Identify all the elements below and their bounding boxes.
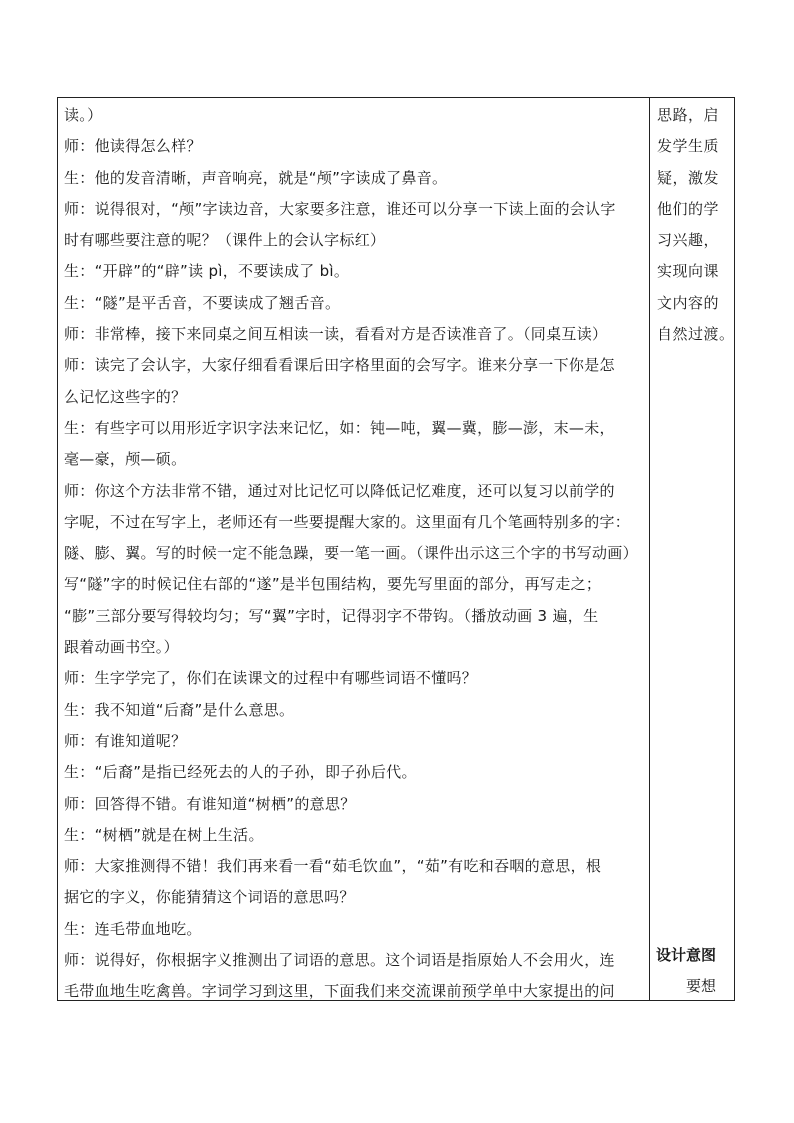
dialogue-line: 师：非常棒，接下来同桌之间互相读一读，看看对方是否读准音了。（同桌互读）	[64, 325, 608, 344]
dialogue-line: 师：你这个方法非常不错，通过对比记忆可以降低记忆难度，还可以复习以前学的	[64, 481, 615, 500]
dialogue-line: “膨”三部分要写得较均匀；写“翼”字时，记得羽字不带钩。（播放动画 3 遍，生	[64, 606, 599, 625]
dialogue-line: 据它的字义，你能猜猜这个词语的意思吗？	[64, 888, 355, 907]
design-note-line: 实现向课	[657, 262, 720, 281]
dialogue-paragraph	[64, 695, 649, 726]
dialogue-line: 师：生字学完了，你们在读课文的过程中有哪些词语不懂吗？	[64, 669, 478, 688]
dialogue-line: 师：他读得怎么样？	[64, 137, 202, 156]
dialogue-line: 写“隧”字的时候记住右部的“遂”是半包围结构，要先写里面的部分，再写走之；	[64, 575, 602, 594]
dialogue-paragraph	[64, 757, 649, 788]
dialogue-line: 隧、膨、翼。写的时候一定不能急躁，要一笔一画。（课件出示这三个字的书写动画）	[64, 544, 638, 563]
design-intent-heading: 设计意图	[656, 946, 717, 964]
dialogue-line: 生：我不知道“后裔”是什么意思。	[64, 700, 295, 719]
dialogue-paragraph	[64, 288, 649, 319]
dialogue-line: 师：说得很对，“颅”字读边音，大家要多注意，谁还可以分享一下读上面的会认字	[64, 199, 616, 218]
dialogue-line: 生：“隧”是平舌音，不要读成了翘舌音。	[64, 293, 341, 312]
dialogue-line: 时有哪些要注意的呢？（课件上的会认字标红）	[64, 231, 386, 250]
dialogue-line: 师：回答得不错。有谁知道“树栖”的意思？	[64, 794, 356, 813]
dialogue-paragraph	[64, 194, 649, 257]
design-notes-text	[657, 100, 733, 350]
design-note-line: 习兴趣，	[657, 231, 720, 250]
dialogue-line: 读。）	[64, 106, 103, 124]
dialogue-paragraph	[64, 726, 649, 757]
dialogue-line: 生：“树栖”就是在树上生活。	[64, 825, 264, 844]
dialogue-paragraph	[64, 131, 649, 162]
design-note-line: 他们的学	[657, 199, 720, 218]
dialogue-line: 生：连毛带血地吃。	[64, 919, 202, 938]
lesson-dialogue-column	[58, 98, 650, 1000]
dialogue-paragraph	[64, 256, 649, 287]
dialogue-line: 跟着动画书空。）	[64, 638, 179, 657]
dialogue-line: 生：有些字可以用形近字识字法来记忆，如：钝—吨，翼—冀，膨—澎，末—未，	[64, 418, 615, 437]
dialogue-line: 毫—豪，颅—硕。	[64, 450, 187, 469]
dialogue-paragraph	[64, 789, 649, 820]
dialogue-line: 师：读完了会认字，大家仔细看看课后田字格里面的会写字。谁来分享一下你是怎	[64, 356, 615, 375]
dialogue-line: 么记忆这些字的？	[64, 387, 187, 406]
dialogue-paragraph	[64, 851, 649, 914]
dialogue-paragraph	[64, 820, 649, 851]
dialogue-paragraph	[64, 413, 649, 476]
dialogue-paragraph	[64, 945, 649, 1008]
dialogue-line: 师：有谁知道呢？	[64, 731, 187, 750]
dialogue-paragraph	[64, 163, 649, 194]
dialogue-line: 生：“开辟”的“辟”读 pì，不要读成了 bì。	[64, 262, 350, 281]
dialogue-line: 师：说得好，你根据字义推测出了词语的意思。这个词语是指原始人不会用火，连	[64, 951, 615, 970]
design-note-line: 自然过渡。	[657, 325, 735, 344]
lesson-table	[57, 97, 735, 1001]
dialogue-line: 生：“后裔”是指已经死去的人的子孙，即子孙后代。	[64, 763, 417, 782]
design-note-line: 发学生质	[657, 137, 720, 156]
design-note-line: 疑，激发	[657, 168, 720, 187]
design-note-line: 思路，启	[657, 106, 720, 124]
dialogue-paragraph	[64, 350, 649, 413]
dialogue-paragraph	[64, 663, 649, 694]
design-notes-column	[650, 98, 734, 1000]
dialogue-paragraph	[64, 914, 649, 945]
design-note-line: 文内容的	[657, 293, 720, 312]
dialogue-line: 师：大家推测得不错！我们再来看一看“茹毛饮血”，“茹”有吃和吞咽的意思，根	[64, 857, 602, 876]
dialogue-paragraph	[64, 100, 649, 131]
design-intent-text: 要想	[686, 977, 717, 995]
dialogue-line: 毛带血地生吃禽兽。字词学习到这里，下面我们来交流课前预学单中大家提出的问	[64, 982, 615, 1001]
dialogue-paragraph	[64, 319, 649, 350]
dialogue-paragraph	[64, 476, 649, 664]
dialogue-line: 生：他的发音清晰，声音响亮，就是“颅”字读成了鼻音。	[64, 168, 448, 187]
dialogue-line: 字呢，不过在写字上，老师还有一些要提醒大家的。这里面有几个笔画特别多的字：	[64, 512, 631, 531]
